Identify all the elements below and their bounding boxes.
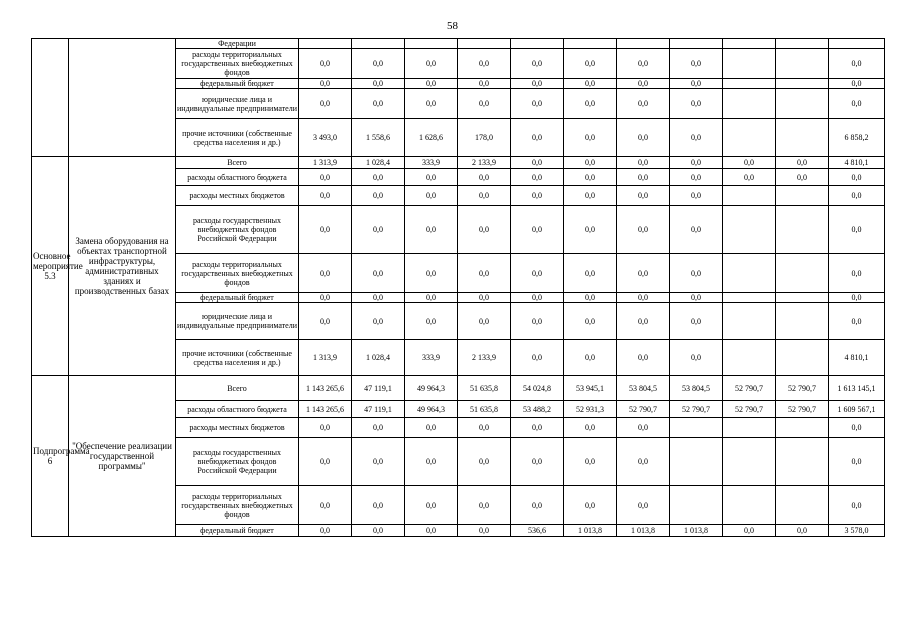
amount-cell xyxy=(723,340,776,376)
amount-cell: 0,0 xyxy=(829,89,885,119)
amount-cell: 52 790,7 xyxy=(723,376,776,401)
amount-cell: 0,0 xyxy=(617,340,670,376)
amount-cell xyxy=(776,438,829,486)
amount-cell: 3 493,0 xyxy=(299,119,352,157)
amount-cell: 0,0 xyxy=(564,303,617,340)
amount-cell: 0,0 xyxy=(405,169,458,186)
amount-cell: 52 790,7 xyxy=(617,401,670,418)
amount-cell xyxy=(776,206,829,254)
amount-cell: 0,0 xyxy=(299,525,352,537)
amount-cell: 0,0 xyxy=(829,169,885,186)
amount-cell: 0,0 xyxy=(564,79,617,89)
amount-cell: 0,0 xyxy=(458,206,511,254)
amount-cell: 0,0 xyxy=(511,303,564,340)
amount-cell: 0,0 xyxy=(511,254,564,293)
amount-cell: 0,0 xyxy=(299,89,352,119)
amount-cell: 0,0 xyxy=(352,169,405,186)
amount-cell: 536,6 xyxy=(511,525,564,537)
amount-cell: 0,0 xyxy=(723,157,776,169)
amount-cell xyxy=(299,39,352,49)
amount-cell: 0,0 xyxy=(405,418,458,438)
amount-cell: 0,0 xyxy=(829,293,885,303)
amount-cell: 0,0 xyxy=(670,254,723,293)
amount-cell: 0,0 xyxy=(405,206,458,254)
amount-cell: 0,0 xyxy=(829,438,885,486)
amount-cell xyxy=(723,186,776,206)
amount-cell: 53 804,5 xyxy=(670,376,723,401)
funding-source: прочие источники (собственные средства населения и др.) xyxy=(176,119,299,157)
amount-cell: 0,0 xyxy=(564,49,617,79)
funding-source: Федерации xyxy=(176,39,299,49)
amount-cell: 2 133,9 xyxy=(458,340,511,376)
amount-cell: 0,0 xyxy=(511,79,564,89)
amount-cell: 0,0 xyxy=(564,186,617,206)
amount-cell: 0,0 xyxy=(352,254,405,293)
amount-cell: 0,0 xyxy=(564,438,617,486)
amount-cell xyxy=(776,486,829,525)
table-row xyxy=(32,39,885,49)
amount-cell: 0,0 xyxy=(776,169,829,186)
amount-cell: 0,0 xyxy=(564,169,617,186)
amount-cell xyxy=(617,39,670,49)
amount-cell: 0,0 xyxy=(299,303,352,340)
amount-cell: 0,0 xyxy=(299,169,352,186)
amount-cell xyxy=(670,486,723,525)
amount-cell: 54 024,8 xyxy=(511,376,564,401)
amount-cell: 3 578,0 xyxy=(829,525,885,537)
amount-cell: 0,0 xyxy=(617,79,670,89)
amount-cell xyxy=(776,39,829,49)
amount-cell: 0,0 xyxy=(405,293,458,303)
amount-cell xyxy=(670,39,723,49)
amount-cell xyxy=(776,254,829,293)
amount-cell xyxy=(829,39,885,49)
funding-source: расходы областного бюджета xyxy=(176,169,299,186)
amount-cell: 0,0 xyxy=(670,340,723,376)
amount-cell xyxy=(723,303,776,340)
amount-cell xyxy=(776,49,829,79)
amount-cell xyxy=(723,206,776,254)
amount-cell: 0,0 xyxy=(617,169,670,186)
amount-cell: 0,0 xyxy=(723,525,776,537)
amount-cell: 0,0 xyxy=(723,169,776,186)
amount-cell: 0,0 xyxy=(670,303,723,340)
amount-cell: 0,0 xyxy=(405,525,458,537)
amount-cell xyxy=(723,254,776,293)
amount-cell: 0,0 xyxy=(511,49,564,79)
amount-cell: 0,0 xyxy=(617,206,670,254)
amount-cell xyxy=(723,39,776,49)
amount-cell: 51 635,8 xyxy=(458,376,511,401)
amount-cell: 52 790,7 xyxy=(776,376,829,401)
amount-cell: 0,0 xyxy=(405,303,458,340)
amount-cell xyxy=(723,49,776,79)
funding-source: юридические лица и индивидуальные предприниматели xyxy=(176,89,299,119)
amount-cell: 0,0 xyxy=(405,438,458,486)
amount-cell: 1 028,4 xyxy=(352,157,405,169)
amount-cell: 0,0 xyxy=(829,418,885,438)
amount-cell: 0,0 xyxy=(829,486,885,525)
amount-cell: 0,0 xyxy=(405,486,458,525)
amount-cell: 0,0 xyxy=(352,49,405,79)
amount-cell: 0,0 xyxy=(352,89,405,119)
funding-source: Всего xyxy=(176,157,299,169)
amount-cell xyxy=(564,39,617,49)
amount-cell: 49 964,3 xyxy=(405,376,458,401)
amount-cell: 0,0 xyxy=(299,79,352,89)
amount-cell: 0,0 xyxy=(564,254,617,293)
amount-cell: 0,0 xyxy=(617,49,670,79)
amount-cell: 333,9 xyxy=(405,157,458,169)
funding-source: расходы местных бюджетов xyxy=(176,418,299,438)
amount-cell: 0,0 xyxy=(299,206,352,254)
amount-cell: 0,0 xyxy=(458,79,511,89)
amount-cell: 0,0 xyxy=(299,254,352,293)
amount-cell: 0,0 xyxy=(617,254,670,293)
amount-cell xyxy=(776,418,829,438)
amount-cell: 0,0 xyxy=(829,206,885,254)
amount-cell: 0,0 xyxy=(617,119,670,157)
funding-source: расходы территориальных государственных внебюджетных фондов xyxy=(176,486,299,525)
amount-cell: 0,0 xyxy=(352,186,405,206)
amount-cell: 0,0 xyxy=(829,49,885,79)
amount-cell: 4 810,1 xyxy=(829,157,885,169)
amount-cell: 0,0 xyxy=(670,169,723,186)
amount-cell: 0,0 xyxy=(670,157,723,169)
amount-cell: 0,0 xyxy=(564,486,617,525)
amount-cell: 0,0 xyxy=(405,79,458,89)
amount-cell xyxy=(405,39,458,49)
amount-cell: 0,0 xyxy=(352,418,405,438)
amount-cell: 0,0 xyxy=(458,418,511,438)
amount-cell: 0,0 xyxy=(511,486,564,525)
funding-source: расходы государственных внебюджетных фондов Российской Федерации xyxy=(176,206,299,254)
amount-cell: 0,0 xyxy=(458,169,511,186)
amount-cell xyxy=(723,438,776,486)
amount-cell: 0,0 xyxy=(511,186,564,206)
amount-cell xyxy=(723,486,776,525)
table-row xyxy=(32,376,885,401)
amount-cell: 0,0 xyxy=(670,49,723,79)
amount-cell: 0,0 xyxy=(617,303,670,340)
amount-cell xyxy=(458,39,511,49)
amount-cell: 47 119,1 xyxy=(352,376,405,401)
amount-cell: 0,0 xyxy=(458,303,511,340)
amount-cell xyxy=(723,293,776,303)
amount-cell xyxy=(776,186,829,206)
amount-cell: 0,0 xyxy=(564,89,617,119)
amount-cell: 0,0 xyxy=(299,49,352,79)
amount-cell: 0,0 xyxy=(352,79,405,89)
amount-cell: 0,0 xyxy=(458,438,511,486)
amount-cell: 1 013,8 xyxy=(617,525,670,537)
measure-name xyxy=(69,39,176,157)
amount-cell: 0,0 xyxy=(352,293,405,303)
amount-cell: 1 013,8 xyxy=(670,525,723,537)
amount-cell: 1 313,9 xyxy=(299,340,352,376)
amount-cell: 1 143 265,6 xyxy=(299,401,352,418)
amount-cell xyxy=(776,119,829,157)
amount-cell: 52 790,7 xyxy=(723,401,776,418)
funding-source: расходы территориальных государственных внебюджетных фондов xyxy=(176,254,299,293)
measure-code: Основное мероприятие 5.3 xyxy=(32,157,69,376)
amount-cell: 0,0 xyxy=(405,89,458,119)
amount-cell: 0,0 xyxy=(458,293,511,303)
amount-cell xyxy=(776,79,829,89)
amount-cell: 0,0 xyxy=(511,293,564,303)
amount-cell: 0,0 xyxy=(829,79,885,89)
amount-cell: 2 133,9 xyxy=(458,157,511,169)
amount-cell: 0,0 xyxy=(617,486,670,525)
amount-cell: 0,0 xyxy=(458,49,511,79)
measure-name: Замена оборудования на объектах транспортной инфраструктуры, административных зданиях и производственных базах xyxy=(69,157,176,376)
amount-cell: 0,0 xyxy=(511,119,564,157)
measure-code: Подпрограмма 6 xyxy=(32,376,69,537)
amount-cell: 0,0 xyxy=(776,157,829,169)
amount-cell xyxy=(723,79,776,89)
amount-cell: 0,0 xyxy=(670,89,723,119)
amount-cell: 1 558,6 xyxy=(352,119,405,157)
amount-cell: 1 609 567,1 xyxy=(829,401,885,418)
amount-cell: 0,0 xyxy=(617,293,670,303)
amount-cell: 53 488,2 xyxy=(511,401,564,418)
funding-source: федеральный бюджет xyxy=(176,79,299,89)
amount-cell xyxy=(670,438,723,486)
amount-cell: 52 790,7 xyxy=(670,401,723,418)
amount-cell: 0,0 xyxy=(829,303,885,340)
amount-cell: 0,0 xyxy=(299,293,352,303)
amount-cell xyxy=(776,340,829,376)
amount-cell: 0,0 xyxy=(511,169,564,186)
funding-source: Всего xyxy=(176,376,299,401)
amount-cell: 0,0 xyxy=(511,89,564,119)
amount-cell: 53 804,5 xyxy=(617,376,670,401)
amount-cell: 0,0 xyxy=(352,486,405,525)
amount-cell xyxy=(723,119,776,157)
table-row xyxy=(32,157,885,169)
amount-cell: 0,0 xyxy=(511,157,564,169)
amount-cell: 0,0 xyxy=(352,206,405,254)
amount-cell: 0,0 xyxy=(617,89,670,119)
amount-cell: 0,0 xyxy=(670,186,723,206)
measure-name: "Обеспечение реализации государственной программы" xyxy=(69,376,176,537)
amount-cell: 53 945,1 xyxy=(564,376,617,401)
amount-cell: 0,0 xyxy=(299,438,352,486)
amount-cell: 0,0 xyxy=(564,206,617,254)
funding-source: расходы территориальных государственных внебюджетных фондов xyxy=(176,49,299,79)
amount-cell: 0,0 xyxy=(458,525,511,537)
amount-cell: 0,0 xyxy=(776,525,829,537)
amount-cell: 0,0 xyxy=(564,340,617,376)
amount-cell: 0,0 xyxy=(511,438,564,486)
amount-cell: 333,9 xyxy=(405,340,458,376)
amount-cell: 0,0 xyxy=(564,293,617,303)
amount-cell: 0,0 xyxy=(829,186,885,206)
amount-cell xyxy=(352,39,405,49)
amount-cell: 0,0 xyxy=(829,254,885,293)
amount-cell: 0,0 xyxy=(670,206,723,254)
amount-cell: 0,0 xyxy=(564,119,617,157)
funding-source: расходы государственных внебюджетных фондов Российской Федерации xyxy=(176,438,299,486)
amount-cell: 0,0 xyxy=(670,79,723,89)
amount-cell: 52 790,7 xyxy=(776,401,829,418)
amount-cell: 0,0 xyxy=(617,186,670,206)
amount-cell: 1 028,4 xyxy=(352,340,405,376)
amount-cell xyxy=(723,418,776,438)
amount-cell: 1 013,8 xyxy=(564,525,617,537)
amount-cell: 0,0 xyxy=(405,49,458,79)
amount-cell: 0,0 xyxy=(458,186,511,206)
amount-cell xyxy=(776,293,829,303)
funding-source: прочие источники (собственные средства населения и др.) xyxy=(176,340,299,376)
amount-cell: 1 628,6 xyxy=(405,119,458,157)
amount-cell: 0,0 xyxy=(511,340,564,376)
amount-cell: 0,0 xyxy=(617,418,670,438)
amount-cell xyxy=(670,418,723,438)
amount-cell: 0,0 xyxy=(564,157,617,169)
amount-cell: 0,0 xyxy=(405,254,458,293)
amount-cell xyxy=(776,303,829,340)
amount-cell: 0,0 xyxy=(405,186,458,206)
budget-table xyxy=(31,38,885,537)
funding-source: федеральный бюджет xyxy=(176,293,299,303)
amount-cell: 0,0 xyxy=(299,186,352,206)
amount-cell: 0,0 xyxy=(352,438,405,486)
funding-source: федеральный бюджет xyxy=(176,525,299,537)
amount-cell: 0,0 xyxy=(458,89,511,119)
amount-cell: 0,0 xyxy=(299,486,352,525)
amount-cell xyxy=(511,39,564,49)
amount-cell: 6 858,2 xyxy=(829,119,885,157)
amount-cell: 47 119,1 xyxy=(352,401,405,418)
amount-cell: 0,0 xyxy=(511,418,564,438)
amount-cell: 1 313,9 xyxy=(299,157,352,169)
funding-source: юридические лица и индивидуальные предприниматели xyxy=(176,303,299,340)
amount-cell: 52 931,3 xyxy=(564,401,617,418)
amount-cell xyxy=(776,89,829,119)
amount-cell: 0,0 xyxy=(299,418,352,438)
amount-cell: 0,0 xyxy=(670,293,723,303)
amount-cell: 0,0 xyxy=(352,525,405,537)
amount-cell xyxy=(723,89,776,119)
amount-cell: 178,0 xyxy=(458,119,511,157)
amount-cell: 0,0 xyxy=(511,206,564,254)
amount-cell: 4 810,1 xyxy=(829,340,885,376)
amount-cell: 1 613 145,1 xyxy=(829,376,885,401)
amount-cell: 0,0 xyxy=(458,486,511,525)
amount-cell: 49 964,3 xyxy=(405,401,458,418)
amount-cell: 1 143 265,6 xyxy=(299,376,352,401)
amount-cell: 0,0 xyxy=(458,254,511,293)
amount-cell: 0,0 xyxy=(617,438,670,486)
amount-cell: 0,0 xyxy=(352,303,405,340)
amount-cell: 0,0 xyxy=(617,157,670,169)
funding-source: расходы местных бюджетов xyxy=(176,186,299,206)
measure-code xyxy=(32,39,69,157)
funding-source: расходы областного бюджета xyxy=(176,401,299,418)
amount-cell: 0,0 xyxy=(670,119,723,157)
amount-cell: 0,0 xyxy=(564,418,617,438)
page-number: 58 xyxy=(447,20,458,32)
amount-cell: 51 635,8 xyxy=(458,401,511,418)
